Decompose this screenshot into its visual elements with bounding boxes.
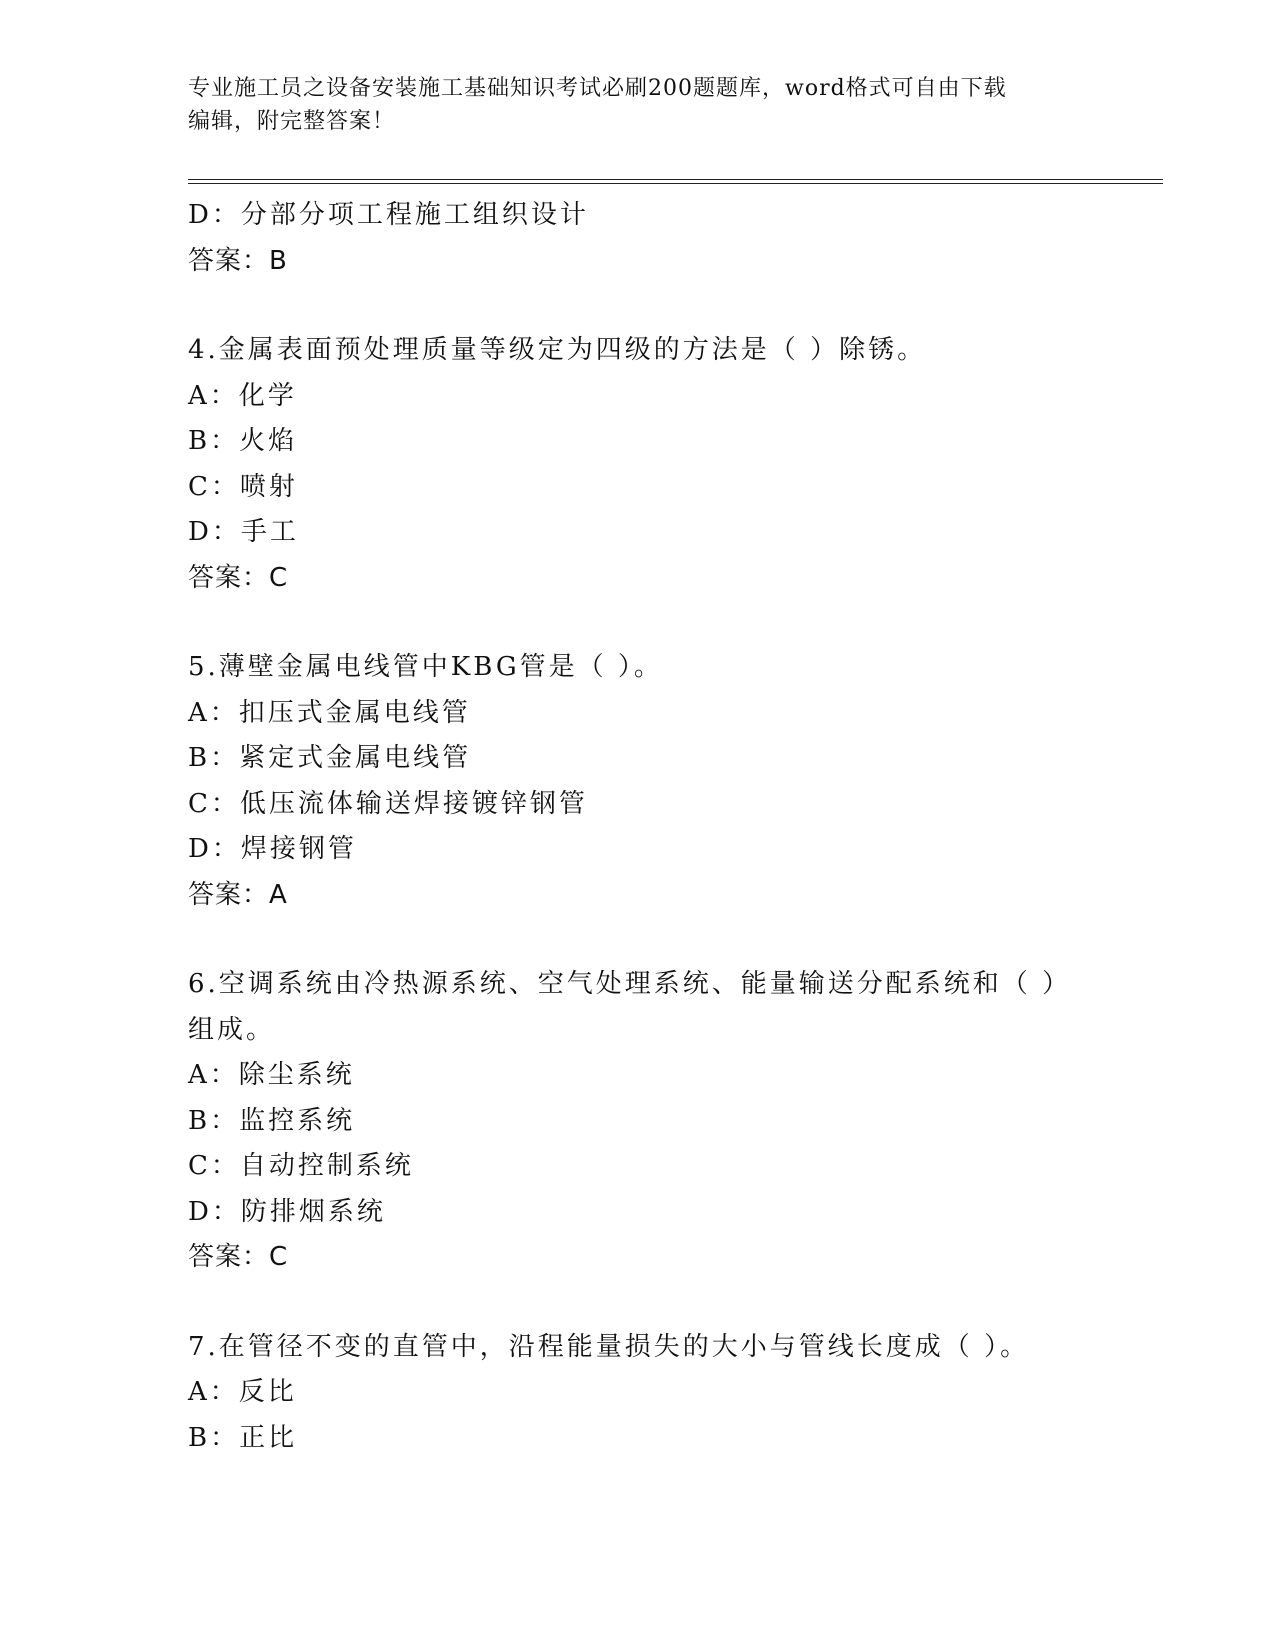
option-a: A：反比 [188, 1377, 297, 1407]
option-c: C：自动控制系统 [188, 1151, 414, 1181]
header-divider-top [188, 179, 1163, 180]
option-d: D：手工 [188, 517, 299, 547]
option-b: B：监控系统 [188, 1105, 356, 1136]
option-d: D：分部分项工程施工组织设计 [188, 200, 589, 230]
option-a: A：化学 [188, 380, 297, 411]
spacer [188, 284, 1148, 328]
option-a: A：扣压式金属电线管 [188, 697, 471, 728]
question-stem-7: 7.在管径不变的直管中，沿程能量损失的大小与管线长度成（ ）。 [188, 1331, 1030, 1362]
question-stem-5: 5.薄壁金属电线管中KBG管是（ ）。 [188, 652, 663, 682]
spacer [188, 1281, 1148, 1325]
question-stem-6-line-1: 6.空调系统由冷热源系统、空气处理系统、能量输送分配系统和（ ） [188, 969, 1072, 999]
header-title-line-2: 编辑，附完整答案！ [188, 109, 396, 134]
answer-line: 答案：B [188, 245, 288, 276]
option-d: D：防排烟系统 [188, 1196, 386, 1227]
answer-line: 答案：C [188, 562, 289, 593]
option-d: D：焊接钢管 [188, 834, 357, 864]
question-stem-6-line-2: 组成。 [188, 1014, 276, 1045]
option-b: B：紧定式金属电线管 [188, 743, 472, 773]
option-c: C：低压流体输送焊接镀锌钢管 [188, 788, 588, 819]
question-stem-4: 4.金属表面预处理质量等级定为四级的方法是（ ）除锈。 [188, 335, 927, 365]
option-b: B：火焰 [188, 426, 298, 456]
question-list [188, 193, 1148, 1461]
option-a: A：除尘系统 [188, 1060, 355, 1090]
document-header [188, 72, 1088, 138]
header-divider-bottom [188, 183, 1163, 184]
option-b: B：正比 [188, 1422, 298, 1453]
answer-line: 答案：A [188, 879, 288, 910]
spacer [188, 918, 1148, 962]
header-title-line-1: 专业施工员之设备安装施工基础知识考试必刷200题题库，word格式可自由下载 [188, 76, 1007, 101]
answer-line: 答案：C [188, 1242, 289, 1272]
option-c: C：喷射 [188, 471, 298, 502]
spacer [188, 601, 1148, 645]
